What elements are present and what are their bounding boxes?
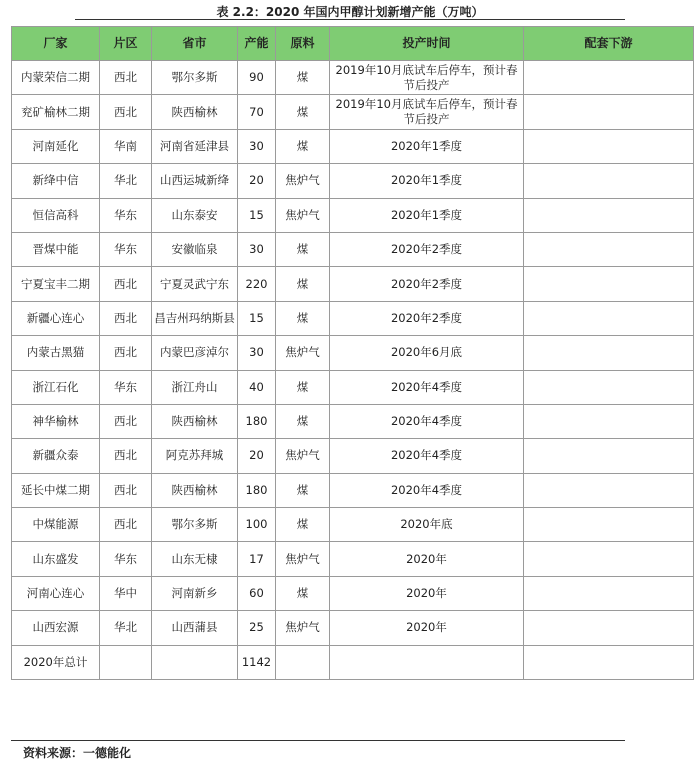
cell-capacity: 60 (238, 576, 276, 610)
capacity-table (11, 26, 694, 680)
cell-region: 西北 (100, 336, 152, 370)
cell-province-city (152, 645, 238, 679)
cell-feedstock: 焦炉气 (276, 542, 330, 576)
table-row (12, 404, 694, 438)
cell-feedstock: 焦炉气 (276, 439, 330, 473)
cell-region: 西北 (100, 95, 152, 129)
cell-capacity: 30 (238, 129, 276, 163)
cell-region: 西北 (100, 508, 152, 542)
table-row (12, 95, 694, 129)
cell-start-time: 2019年10月底试车后停车，预计春节后投产 (330, 61, 524, 95)
cell-capacity: 17 (238, 542, 276, 576)
cell-company: 新疆众泰 (12, 439, 100, 473)
table-row (12, 198, 694, 232)
cell-capacity: 30 (238, 232, 276, 266)
cell-province-city: 宁夏灵武宁东 (152, 267, 238, 301)
cell-downstream (524, 508, 694, 542)
cell-feedstock: 煤 (276, 404, 330, 438)
cell-capacity: 180 (238, 473, 276, 507)
cell-capacity: 70 (238, 95, 276, 129)
cell-region: 西北 (100, 473, 152, 507)
cell-capacity: 15 (238, 301, 276, 335)
column-header-feedstock: 原料 (276, 27, 330, 61)
cell-start-time: 2020年底 (330, 508, 524, 542)
cell-downstream (524, 267, 694, 301)
cell-start-time: 2020年2季度 (330, 232, 524, 266)
source-note: 资料来源：一德能化 (23, 746, 132, 760)
cell-feedstock: 煤 (276, 473, 330, 507)
cell-downstream (524, 370, 694, 404)
cell-start-time (330, 645, 524, 679)
cell-company: 山西宏源 (12, 611, 100, 645)
cell-province-city: 鄂尔多斯 (152, 61, 238, 95)
cell-province-city: 鄂尔多斯 (152, 508, 238, 542)
cell-feedstock: 煤 (276, 61, 330, 95)
cell-start-time: 2020年1季度 (330, 198, 524, 232)
cell-capacity: 1142 (238, 645, 276, 679)
table-row (12, 301, 694, 335)
cell-capacity: 100 (238, 508, 276, 542)
column-header-capacity: 产能 (238, 27, 276, 61)
cell-feedstock: 煤 (276, 576, 330, 610)
cell-start-time: 2020年2季度 (330, 267, 524, 301)
cell-province-city: 陕西榆林 (152, 473, 238, 507)
cell-company: 山东盛发 (12, 542, 100, 576)
cell-downstream (524, 232, 694, 266)
cell-capacity: 40 (238, 370, 276, 404)
cell-province-city: 浙江舟山 (152, 370, 238, 404)
column-header-region: 片区 (100, 27, 152, 61)
cell-feedstock: 焦炉气 (276, 164, 330, 198)
cell-province-city: 陕西榆林 (152, 95, 238, 129)
cell-company: 兖矿榆林二期 (12, 95, 100, 129)
cell-company: 河南延化 (12, 129, 100, 163)
cell-start-time: 2020年4季度 (330, 439, 524, 473)
cell-company: 恒信高科 (12, 198, 100, 232)
table-row (12, 473, 694, 507)
cell-feedstock: 焦炉气 (276, 611, 330, 645)
cell-capacity: 20 (238, 439, 276, 473)
table-row (12, 370, 694, 404)
cell-company: 新疆心连心 (12, 301, 100, 335)
cell-start-time: 2020年 (330, 542, 524, 576)
cell-start-time: 2020年4季度 (330, 404, 524, 438)
cell-feedstock: 焦炉气 (276, 336, 330, 370)
cell-region: 华东 (100, 232, 152, 266)
cell-feedstock: 煤 (276, 508, 330, 542)
cell-capacity: 15 (238, 198, 276, 232)
cell-downstream (524, 95, 694, 129)
cell-feedstock: 煤 (276, 95, 330, 129)
cell-start-time: 2020年4季度 (330, 473, 524, 507)
cell-company: 新绛中信 (12, 164, 100, 198)
cell-downstream (524, 61, 694, 95)
table-header-row (12, 27, 694, 61)
cell-downstream (524, 404, 694, 438)
cell-region: 西北 (100, 439, 152, 473)
cell-start-time: 2019年10月底试车后停车，预计春节后投产 (330, 95, 524, 129)
table-row (12, 336, 694, 370)
cell-feedstock: 煤 (276, 232, 330, 266)
table-row (12, 267, 694, 301)
cell-feedstock (276, 645, 330, 679)
cell-region: 西北 (100, 404, 152, 438)
cell-company: 河南心连心 (12, 576, 100, 610)
table-row (12, 61, 694, 95)
cell-start-time: 2020年6月底 (330, 336, 524, 370)
column-header-start-time: 投产时间 (330, 27, 524, 61)
cell-start-time: 2020年 (330, 611, 524, 645)
cell-capacity: 20 (238, 164, 276, 198)
table-row (12, 611, 694, 645)
cell-region: 华东 (100, 198, 152, 232)
cell-province-city: 山东泰安 (152, 198, 238, 232)
cell-company: 宁夏宝丰二期 (12, 267, 100, 301)
cell-start-time: 2020年2季度 (330, 301, 524, 335)
cell-start-time: 2020年1季度 (330, 129, 524, 163)
cell-region: 华中 (100, 576, 152, 610)
cell-feedstock: 煤 (276, 301, 330, 335)
table-row (12, 164, 694, 198)
cell-company: 晋煤中能 (12, 232, 100, 266)
cell-capacity: 25 (238, 611, 276, 645)
table-row (12, 645, 694, 679)
column-header-company: 厂家 (12, 27, 100, 61)
cell-downstream (524, 611, 694, 645)
cell-downstream (524, 198, 694, 232)
cell-region: 华东 (100, 542, 152, 576)
table-row (12, 508, 694, 542)
cell-region: 西北 (100, 301, 152, 335)
cell-downstream (524, 645, 694, 679)
cell-company: 内蒙荣信二期 (12, 61, 100, 95)
cell-region (100, 645, 152, 679)
cell-region: 华东 (100, 370, 152, 404)
cell-province-city: 河南省延津县 (152, 129, 238, 163)
cell-company: 延长中煤二期 (12, 473, 100, 507)
cell-company: 中煤能源 (12, 508, 100, 542)
table-caption: 表 2.2：2020 年国内甲醇计划新增产能（万吨） (216, 5, 484, 19)
cell-company: 内蒙古黑猫 (12, 336, 100, 370)
table-row (12, 542, 694, 576)
cell-province-city: 陕西榆林 (152, 404, 238, 438)
footer-divider (11, 740, 625, 741)
table-row (12, 576, 694, 610)
table-row (12, 232, 694, 266)
cell-downstream (524, 336, 694, 370)
cell-downstream (524, 542, 694, 576)
cell-province-city: 安徽临泉 (152, 232, 238, 266)
table-row (12, 439, 694, 473)
cell-downstream (524, 164, 694, 198)
cell-region: 华北 (100, 611, 152, 645)
cell-feedstock: 煤 (276, 370, 330, 404)
cell-downstream (524, 439, 694, 473)
cell-province-city: 山西蒲县 (152, 611, 238, 645)
cell-province-city: 阿克苏拜城 (152, 439, 238, 473)
cell-region: 华北 (100, 164, 152, 198)
cell-region: 华南 (100, 129, 152, 163)
cell-province-city: 内蒙巴彦淖尔 (152, 336, 238, 370)
cell-company: 2020年总计 (12, 645, 100, 679)
cell-start-time: 2020年4季度 (330, 370, 524, 404)
cell-region: 西北 (100, 61, 152, 95)
cell-capacity: 90 (238, 61, 276, 95)
cell-province-city: 昌吉州玛纳斯县 (152, 301, 238, 335)
cell-province-city: 山西运城新绛 (152, 164, 238, 198)
cell-province-city: 山东无棣 (152, 542, 238, 576)
caption-divider (75, 19, 625, 20)
cell-capacity: 180 (238, 404, 276, 438)
cell-company: 浙江石化 (12, 370, 100, 404)
cell-start-time: 2020年1季度 (330, 164, 524, 198)
cell-province-city: 河南新乡 (152, 576, 238, 610)
table-body (12, 61, 694, 680)
cell-feedstock: 煤 (276, 267, 330, 301)
cell-capacity: 220 (238, 267, 276, 301)
cell-region: 西北 (100, 267, 152, 301)
cell-start-time: 2020年 (330, 576, 524, 610)
cell-company: 神华榆林 (12, 404, 100, 438)
column-header-downstream: 配套下游 (524, 27, 694, 61)
cell-capacity: 30 (238, 336, 276, 370)
cell-downstream (524, 473, 694, 507)
cell-downstream (524, 576, 694, 610)
column-header-province-city: 省市 (152, 27, 238, 61)
table-row (12, 129, 694, 163)
cell-feedstock: 焦炉气 (276, 198, 330, 232)
cell-feedstock: 煤 (276, 129, 330, 163)
cell-downstream (524, 129, 694, 163)
cell-downstream (524, 301, 694, 335)
